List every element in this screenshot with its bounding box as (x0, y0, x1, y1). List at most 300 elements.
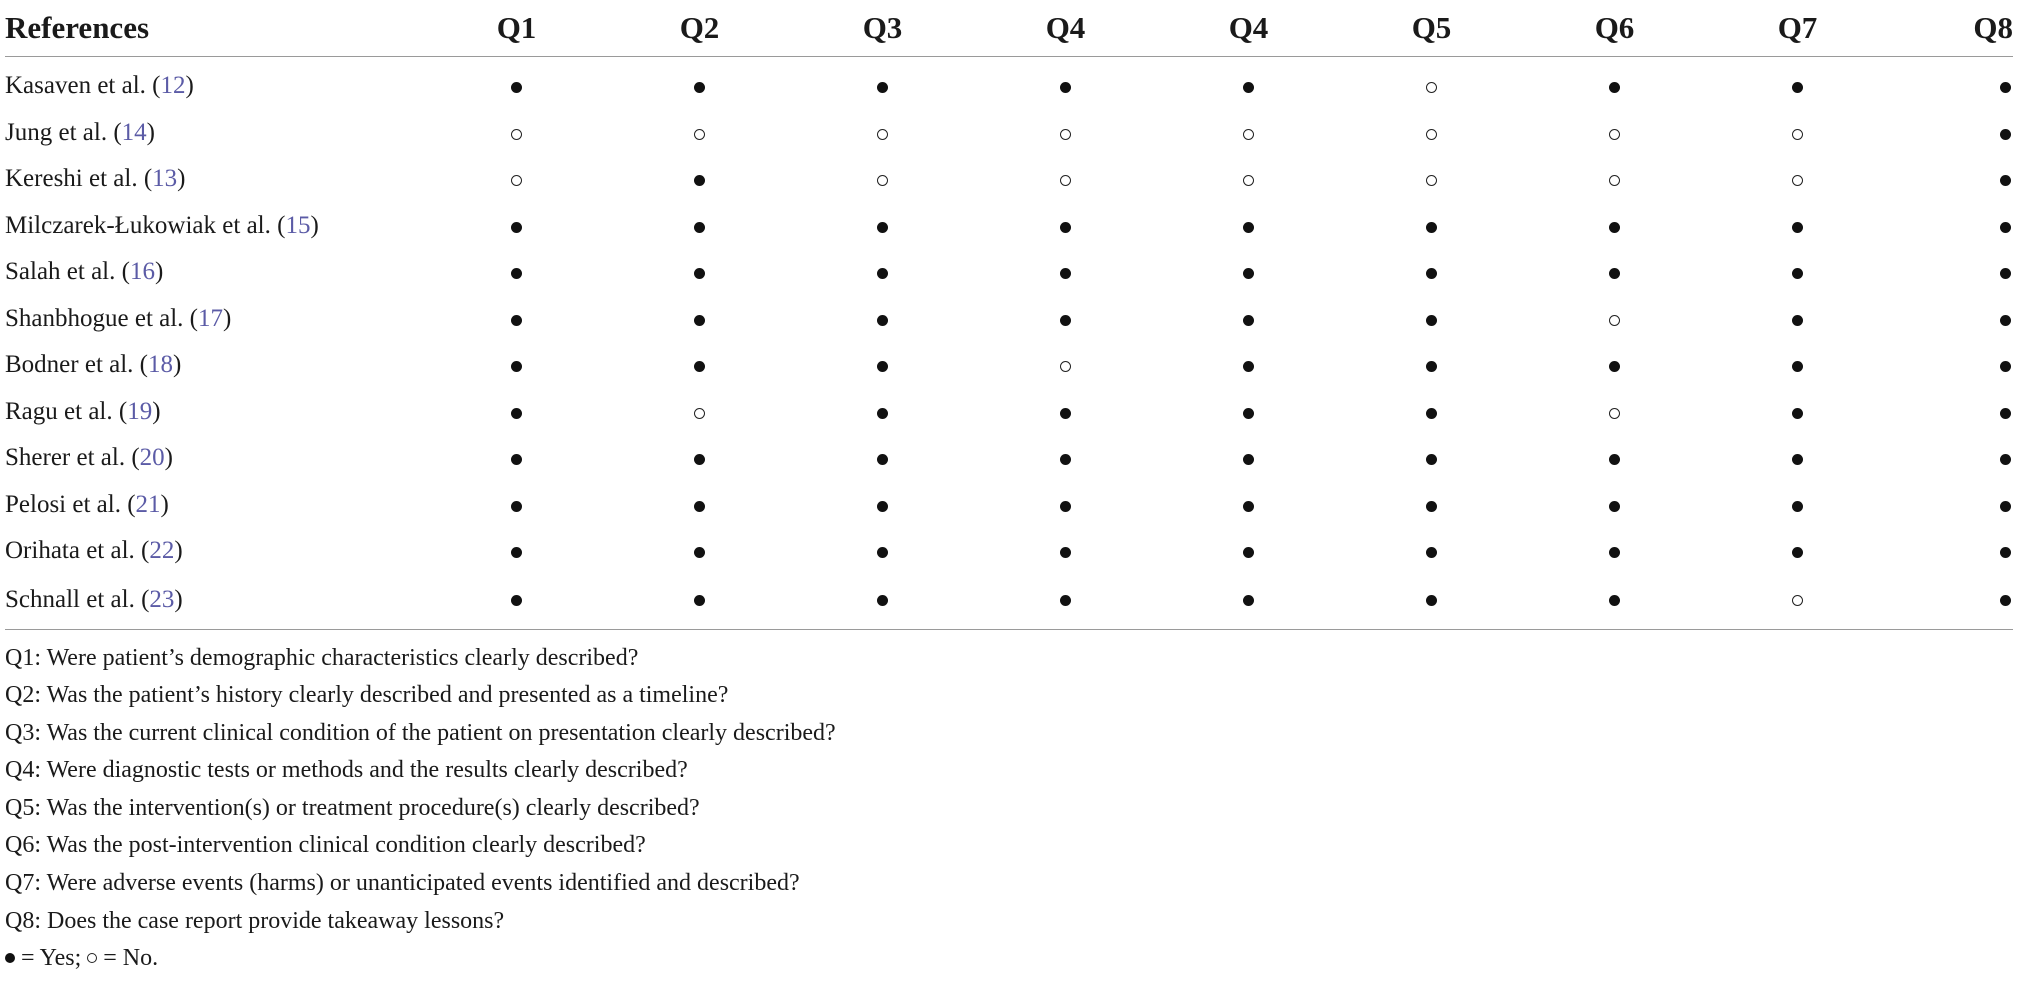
reference-author: Bodner et al. ( (5, 351, 149, 379)
legend-yes-label: = Yes; (15, 945, 88, 972)
answer-cell (1340, 342, 1523, 389)
answer-cell (791, 528, 974, 575)
answer-cell (608, 435, 791, 482)
reference-cell (5, 482, 425, 529)
column-header-q: Q3 (791, 0, 974, 57)
answer-cell (1157, 203, 1340, 250)
table-footnotes (5, 640, 2013, 978)
legend (5, 940, 2013, 978)
reference-cell (5, 110, 425, 157)
reference-cell (5, 389, 425, 436)
yes-filled-dot-icon (1243, 82, 1254, 93)
question-definitions (5, 640, 2013, 941)
yes-filled-dot-icon (511, 501, 522, 512)
yes-filled-dot-icon (1792, 547, 1803, 558)
answer-cell (1706, 528, 1889, 575)
reference-close-paren: ) (223, 304, 232, 332)
yes-filled-dot-icon (1792, 408, 1803, 419)
table-row (5, 249, 2013, 296)
column-header-references: References (5, 0, 425, 57)
yes-filled-dot-icon (694, 268, 705, 279)
reference-cell (5, 575, 425, 630)
yes-filled-dot-icon (1792, 361, 1803, 372)
no-open-dot-icon (1426, 82, 1437, 93)
yes-filled-dot-icon (2000, 547, 2011, 558)
answer-cell (425, 482, 608, 529)
citation-link[interactable]: 12 (160, 72, 186, 100)
answer-cell (1889, 575, 2013, 630)
table-row (5, 57, 2013, 110)
yes-filled-dot-icon (2000, 222, 2011, 233)
yes-filled-dot-icon (1060, 268, 1071, 279)
reference-author: Pelosi et al. ( (5, 490, 136, 518)
footnote-line: Q6: Was the post-intervention clinical condition clearly described? (5, 832, 646, 859)
reference-close-paren: ) (185, 72, 194, 100)
yes-filled-dot-icon (1243, 408, 1254, 419)
answer-cell (1340, 57, 1523, 110)
answer-cell (1889, 342, 2013, 389)
answer-cell (1340, 249, 1523, 296)
answer-cell (1157, 575, 1340, 630)
no-open-dot-icon (694, 408, 705, 419)
answer-cell (1523, 482, 1706, 529)
no-open-dot-icon (1792, 175, 1803, 186)
yes-filled-dot-icon (1426, 547, 1437, 558)
table-row (5, 575, 2013, 630)
answer-cell (1157, 296, 1340, 343)
answer-cell (791, 156, 974, 203)
yes-filled-dot-icon (1609, 82, 1620, 93)
answer-cell (425, 575, 608, 630)
no-open-dot-icon (1060, 129, 1071, 140)
answer-cell (1706, 156, 1889, 203)
answer-cell (791, 203, 974, 250)
yes-filled-dot-icon (1792, 268, 1803, 279)
yes-filled-dot-icon (511, 82, 522, 93)
yes-filled-dot-icon (1426, 315, 1437, 326)
reference-close-paren: ) (146, 118, 155, 146)
reference-author: Milczarek-Łukowiak et al. ( (5, 211, 286, 239)
quality-assessment-table-page (5, 0, 2013, 978)
answer-cell (1523, 528, 1706, 575)
yes-filled-dot-icon (2000, 82, 2011, 93)
citation-link[interactable]: 13 (152, 165, 178, 193)
yes-filled-dot-icon (1060, 454, 1071, 465)
answer-cell (791, 57, 974, 110)
table-row (5, 435, 2013, 482)
answer-cell (1340, 528, 1523, 575)
answer-cell (974, 249, 1157, 296)
no-open-dot-icon (1609, 175, 1620, 186)
yes-filled-dot-icon (877, 268, 888, 279)
yes-filled-dot-icon (1060, 82, 1071, 93)
yes-filled-dot-icon (1426, 501, 1437, 512)
yes-filled-dot-icon (877, 595, 888, 606)
answer-cell (1706, 203, 1889, 250)
answer-cell (1706, 296, 1889, 343)
reference-author: Orihata et al. ( (5, 537, 150, 565)
yes-filled-dot-icon (877, 454, 888, 465)
yes-filled-dot-icon (1609, 595, 1620, 606)
answer-cell (791, 342, 974, 389)
citation-link[interactable]: 16 (129, 258, 155, 286)
yes-filled-dot-icon (511, 454, 522, 465)
reference-author: Ragu et al. ( (5, 397, 128, 425)
yes-filled-dot-icon (1243, 268, 1254, 279)
reference-cell (5, 528, 425, 575)
answer-cell (1157, 57, 1340, 110)
answer-cell (1889, 110, 2013, 157)
yes-filled-dot-icon (694, 222, 705, 233)
column-header-q: Q6 (1523, 0, 1706, 57)
yes-filled-dot-icon (1426, 595, 1437, 606)
answer-cell (1340, 435, 1523, 482)
yes-filled-dot-icon (1426, 361, 1437, 372)
citation-link[interactable]: 15 (285, 211, 311, 239)
yes-filled-dot-icon (2000, 361, 2011, 372)
table-row (5, 482, 2013, 529)
yes-filled-dot-icon (1609, 454, 1620, 465)
citation-link[interactable]: 17 (198, 304, 224, 332)
reference-close-paren: ) (160, 490, 169, 518)
answer-cell (1157, 482, 1340, 529)
answer-cell (1889, 156, 2013, 203)
table-body (5, 57, 2013, 630)
answer-cell (974, 482, 1157, 529)
reference-close-paren: ) (310, 211, 319, 239)
reference-author: Shanbhogue et al. ( (5, 304, 199, 332)
yes-filled-dot-icon (694, 175, 705, 186)
yes-filled-dot-icon (1243, 222, 1254, 233)
yes-filled-dot-icon (511, 268, 522, 279)
no-open-dot-icon (1609, 408, 1620, 419)
table-row (5, 342, 2013, 389)
reference-close-paren: ) (152, 397, 161, 425)
yes-filled-dot-icon (511, 595, 522, 606)
no-open-dot-icon (877, 129, 888, 140)
reference-close-paren: ) (174, 585, 183, 613)
legend-no-label: = No. (97, 945, 159, 972)
yes-filled-dot-icon (694, 361, 705, 372)
answer-cell (1523, 575, 1706, 630)
yes-filled-dot-icon (1243, 595, 1254, 606)
reference-cell (5, 435, 425, 482)
table-header (5, 0, 2013, 57)
no-open-dot-icon (1060, 175, 1071, 186)
reference-close-paren: ) (154, 258, 164, 286)
yes-filled-dot-icon (1243, 501, 1254, 512)
legend-no-open-dot-icon (87, 953, 97, 963)
answer-cell (1157, 528, 1340, 575)
reference-author: Schnall et al. ( (5, 585, 150, 613)
reference-author: Sherer et al. ( (5, 444, 140, 472)
answer-cell (1157, 249, 1340, 296)
yes-filled-dot-icon (1060, 408, 1071, 419)
answer-cell (974, 342, 1157, 389)
yes-filled-dot-icon (877, 82, 888, 93)
answer-cell (1523, 57, 1706, 110)
answer-cell (1157, 435, 1340, 482)
answer-cell (608, 57, 791, 110)
yes-filled-dot-icon (1243, 547, 1254, 558)
yes-filled-dot-icon (1243, 454, 1254, 465)
yes-filled-dot-icon (877, 315, 888, 326)
yes-filled-dot-icon (2000, 501, 2011, 512)
column-header-q: Q8 (1889, 0, 2013, 57)
answer-cell (791, 389, 974, 436)
citation-link[interactable]: 22 (149, 537, 175, 565)
answer-cell (1706, 110, 1889, 157)
answer-cell (425, 57, 608, 110)
answer-cell (791, 110, 974, 157)
yes-filled-dot-icon (2000, 408, 2011, 419)
citation-link[interactable]: 23 (149, 585, 175, 613)
citation-link[interactable]: 21 (135, 490, 161, 518)
column-header-q: Q1 (425, 0, 608, 57)
yes-filled-dot-icon (694, 595, 705, 606)
yes-filled-dot-icon (1060, 547, 1071, 558)
yes-filled-dot-icon (511, 222, 522, 233)
table-row (5, 156, 2013, 203)
answer-cell (1523, 296, 1706, 343)
answer-cell (1523, 435, 1706, 482)
no-open-dot-icon (1243, 129, 1254, 140)
no-open-dot-icon (877, 175, 888, 186)
citation-link[interactable]: 19 (127, 397, 153, 425)
answer-cell (791, 482, 974, 529)
answer-cell (425, 528, 608, 575)
answer-cell (425, 203, 608, 250)
yes-filled-dot-icon (2000, 268, 2011, 279)
yes-filled-dot-icon (2000, 315, 2011, 326)
yes-filled-dot-icon (1609, 501, 1620, 512)
yes-filled-dot-icon (1609, 361, 1620, 372)
column-header-q: Q4 (1157, 0, 1340, 57)
answer-cell (1523, 342, 1706, 389)
reference-close-paren: ) (177, 165, 186, 193)
answer-cell (608, 249, 791, 296)
answer-cell (1340, 389, 1523, 436)
answer-cell (425, 342, 608, 389)
answer-cell (1706, 575, 1889, 630)
answer-cell (1706, 389, 1889, 436)
yes-filled-dot-icon (2000, 175, 2011, 186)
yes-filled-dot-icon (1060, 595, 1071, 606)
yes-filled-dot-icon (877, 547, 888, 558)
no-open-dot-icon (1792, 129, 1803, 140)
reference-close-paren: ) (174, 537, 183, 565)
answer-cell (974, 203, 1157, 250)
column-header-q: Q4 (974, 0, 1157, 57)
yes-filled-dot-icon (1792, 501, 1803, 512)
no-open-dot-icon (1060, 361, 1071, 372)
yes-filled-dot-icon (877, 501, 888, 512)
citation-link[interactable]: 20 (139, 444, 165, 472)
reference-close-paren: ) (164, 444, 173, 472)
yes-filled-dot-icon (1792, 454, 1803, 465)
yes-filled-dot-icon (1792, 315, 1803, 326)
yes-filled-dot-icon (694, 547, 705, 558)
answer-cell (974, 575, 1157, 630)
answer-cell (974, 156, 1157, 203)
yes-filled-dot-icon (511, 361, 522, 372)
no-open-dot-icon (1426, 175, 1437, 186)
answer-cell (791, 249, 974, 296)
answer-cell (608, 482, 791, 529)
yes-filled-dot-icon (2000, 454, 2011, 465)
answer-cell (425, 110, 608, 157)
citation-link[interactable]: 18 (148, 351, 174, 379)
answer-cell (608, 528, 791, 575)
yes-filled-dot-icon (2000, 595, 2011, 606)
reference-cell (5, 156, 425, 203)
answer-cell (791, 435, 974, 482)
header-row (5, 0, 2013, 57)
answer-cell (974, 57, 1157, 110)
no-open-dot-icon (511, 129, 522, 140)
footnote-line: Q4: Were diagnostic tests or methods and the results clearly described? (5, 757, 688, 784)
legend-yes-filled-dot-icon (5, 953, 15, 963)
answer-cell (1523, 156, 1706, 203)
no-open-dot-icon (511, 175, 522, 186)
answer-cell (791, 575, 974, 630)
answer-cell (608, 203, 791, 250)
answer-cell (1706, 57, 1889, 110)
yes-filled-dot-icon (511, 408, 522, 419)
column-header-q: Q5 (1340, 0, 1523, 57)
reference-cell (5, 203, 425, 250)
answer-cell (974, 389, 1157, 436)
yes-filled-dot-icon (694, 82, 705, 93)
quality-assessment-table (5, 0, 2013, 630)
table-row (5, 296, 2013, 343)
answer-cell (608, 110, 791, 157)
no-open-dot-icon (1609, 315, 1620, 326)
answer-cell (1157, 110, 1340, 157)
answer-cell (1889, 482, 2013, 529)
yes-filled-dot-icon (1792, 222, 1803, 233)
yes-filled-dot-icon (1426, 268, 1437, 279)
no-open-dot-icon (1609, 129, 1620, 140)
answer-cell (1523, 203, 1706, 250)
answer-cell (1889, 249, 2013, 296)
answer-cell (1889, 296, 2013, 343)
yes-filled-dot-icon (511, 547, 522, 558)
no-open-dot-icon (1243, 175, 1254, 186)
yes-filled-dot-icon (1426, 408, 1437, 419)
yes-filled-dot-icon (1609, 268, 1620, 279)
answer-cell (1157, 156, 1340, 203)
yes-filled-dot-icon (1792, 82, 1803, 93)
answer-cell (608, 575, 791, 630)
answer-cell (1157, 389, 1340, 436)
answer-cell (1340, 482, 1523, 529)
answer-cell (1889, 435, 2013, 482)
answer-cell (1340, 156, 1523, 203)
reference-close-paren: ) (173, 351, 182, 379)
table-row (5, 203, 2013, 250)
answer-cell (1340, 203, 1523, 250)
answer-cell (1706, 435, 1889, 482)
answer-cell (1523, 389, 1706, 436)
footnote-line: Q8: Does the case report provide takeaway lessons? (5, 907, 505, 934)
answer-cell (425, 435, 608, 482)
answer-cell (1889, 528, 2013, 575)
no-open-dot-icon (1426, 129, 1437, 140)
footnote-line: Q1: Were patient’s demographic characteristics clearly described? (5, 644, 639, 671)
answer-cell (1340, 296, 1523, 343)
reference-author: Kasaven et al. ( (5, 72, 161, 100)
yes-filled-dot-icon (511, 315, 522, 326)
answer-cell (608, 296, 791, 343)
reference-cell (5, 296, 425, 343)
answer-cell (1340, 110, 1523, 157)
yes-filled-dot-icon (694, 501, 705, 512)
footnote-line: Q3: Was the current clinical condition of the patient on presentation clearly described? (5, 719, 836, 746)
yes-filled-dot-icon (1609, 222, 1620, 233)
footnote-line: Q5: Was the intervention(s) or treatment procedure(s) clearly described? (5, 794, 700, 821)
answer-cell (608, 156, 791, 203)
yes-filled-dot-icon (1243, 315, 1254, 326)
answer-cell (974, 435, 1157, 482)
table-row (5, 389, 2013, 436)
answer-cell (1706, 482, 1889, 529)
yes-filled-dot-icon (694, 315, 705, 326)
column-header-q: Q7 (1706, 0, 1889, 57)
answer-cell (1889, 389, 2013, 436)
answer-cell (1706, 342, 1889, 389)
no-open-dot-icon (694, 129, 705, 140)
answer-cell (1706, 249, 1889, 296)
answer-cell (608, 389, 791, 436)
reference-author: Salah et al. ( (5, 258, 130, 286)
answer-cell (1523, 110, 1706, 157)
answer-cell (974, 528, 1157, 575)
footnote-line: Q2: Was the patient’s history clearly described and presented as a timeline? (5, 682, 729, 709)
yes-filled-dot-icon (877, 408, 888, 419)
citation-link[interactable]: 14 (121, 118, 147, 146)
reference-author: Jung et al. ( (5, 118, 122, 146)
answer-cell (1889, 203, 2013, 250)
answer-cell (608, 342, 791, 389)
yes-filled-dot-icon (1426, 454, 1437, 465)
yes-filled-dot-icon (2000, 129, 2011, 140)
answer-cell (974, 296, 1157, 343)
table-row (5, 110, 2013, 157)
yes-filled-dot-icon (1243, 361, 1254, 372)
reference-cell (5, 342, 425, 389)
column-header-q: Q2 (608, 0, 791, 57)
yes-filled-dot-icon (877, 361, 888, 372)
answer-cell (1340, 575, 1523, 630)
answer-cell (1889, 57, 2013, 110)
no-open-dot-icon (1792, 595, 1803, 606)
answer-cell (425, 156, 608, 203)
answer-cell (425, 389, 608, 436)
yes-filled-dot-icon (1609, 547, 1620, 558)
answer-cell (1157, 342, 1340, 389)
answer-cell (1523, 249, 1706, 296)
reference-cell (5, 57, 425, 110)
yes-filled-dot-icon (1426, 222, 1437, 233)
yes-filled-dot-icon (1060, 315, 1071, 326)
table-row (5, 528, 2013, 575)
answer-cell (974, 110, 1157, 157)
answer-cell (425, 249, 608, 296)
answer-cell (791, 296, 974, 343)
yes-filled-dot-icon (1060, 501, 1071, 512)
reference-author: Kereshi et al. ( (5, 165, 153, 193)
